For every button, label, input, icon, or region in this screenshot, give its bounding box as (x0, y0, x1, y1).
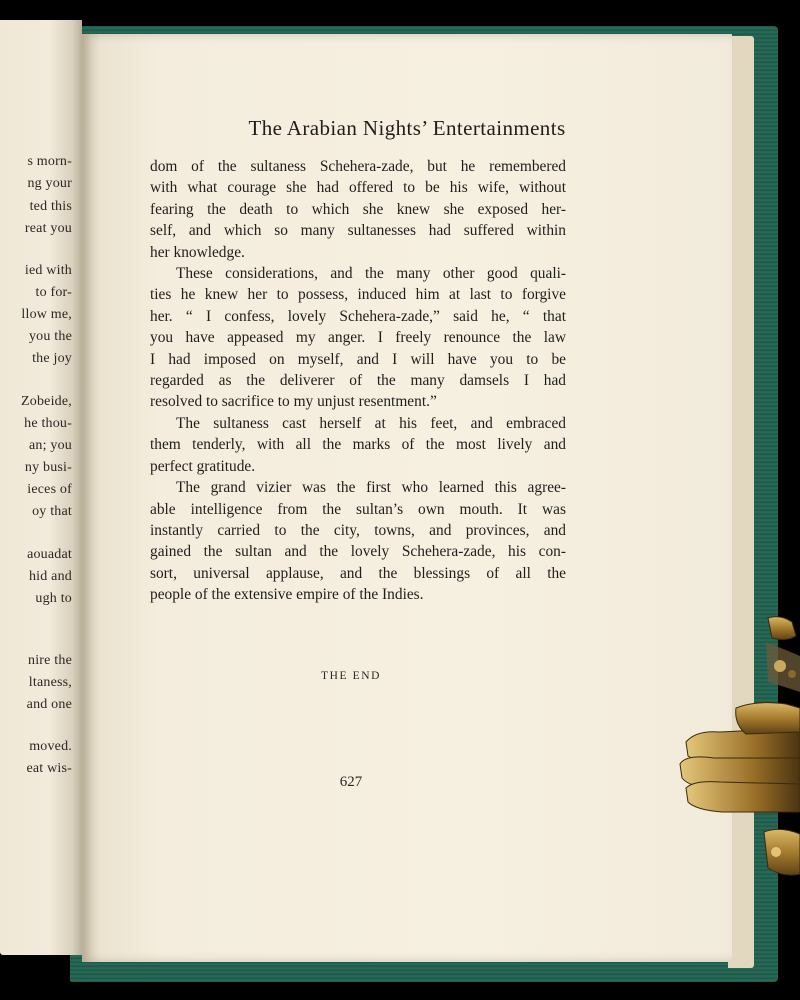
text-line: able intelligence from the sultan’s own mouth. It was (150, 500, 566, 518)
left-page-line: Zobeide, (21, 394, 72, 409)
left-page-line: eat wis- (26, 761, 72, 776)
text-line: fearing the death to which she knew she exposed her- (150, 200, 566, 218)
text-line: The grand vizier was the first who learned this agree- (176, 479, 566, 497)
left-page-line: he thou- (24, 416, 72, 431)
text-line: gained the sultan and the lovely Schehera-zade, his con- (150, 543, 566, 561)
text-line: them tenderly, with all the marks of the most lively and (150, 436, 566, 454)
left-page-line: ieces of (27, 482, 72, 497)
text-line: ties he knew her to possess, induced him at last to forgive (150, 286, 566, 304)
body-text (150, 156, 566, 606)
text-line: self, and which so many sultanesses had suffered within (150, 222, 566, 240)
left-page-line: oy that (32, 504, 72, 519)
text-line: you have appeased my anger. I freely renounce the law (150, 329, 566, 347)
left-page-line: an; you (28, 438, 72, 453)
left-page-line: aouadat (27, 547, 72, 562)
text-line: The sultaness cast herself at his feet, and embraced (176, 414, 566, 432)
the-end-label: THE END (320, 670, 382, 682)
page-number: 627 (339, 774, 363, 790)
right-page (82, 34, 732, 962)
brass-clip-icon (676, 612, 800, 892)
left-page-line: reat you (24, 221, 72, 236)
text-line: perfect gratitude. (150, 457, 256, 475)
left-page-line: ng your (27, 176, 72, 191)
left-page-line: ugh to (35, 591, 72, 606)
text-line: instantly carried to the city, towns, and provinces, and (150, 521, 566, 539)
left-page-line: to for- (35, 285, 72, 300)
text-line: These considerations, and the many other good quali- (176, 265, 566, 283)
running-head: The Arabian Nights’ Entertainments (248, 116, 566, 140)
left-page-line: ied with (24, 263, 72, 278)
text-line: sort, universal applause, and the blessings of all the (150, 564, 566, 582)
left-page-line: ltaness, (28, 675, 72, 690)
text-line: her. “ I confess, lovely Schehera-zade,” said he, “ that (150, 307, 566, 325)
left-page-line: ted this (29, 199, 72, 214)
text-line: regarded as the deliverer of the many damsels I had (150, 372, 566, 390)
left-page-line: and one (26, 697, 72, 712)
left-page (0, 20, 82, 955)
left-page-line: the joy (32, 351, 72, 366)
text-line: dom of the sultaness Schehera-zade, but he remembered (150, 158, 566, 175)
left-page-line: nire the (28, 653, 72, 668)
left-page-line: s morn- (27, 154, 72, 169)
text-line: people of the extensive empire of the Indies. (150, 586, 424, 604)
left-page-line: llow me, (21, 307, 72, 322)
left-page-line: you the (28, 329, 72, 344)
left-page-line: moved. (29, 739, 72, 754)
text-line: with what courage she had offered to be his wife, without (150, 179, 566, 197)
text-line: her knowledge. (150, 243, 245, 261)
left-page-line: ny busi- (24, 460, 72, 475)
text-line: resolved to sacrifice to my unjust resentment.” (150, 393, 437, 411)
left-page-line: hid and (28, 569, 72, 584)
text-line: I had imposed on myself, and I will have you to be (150, 350, 566, 368)
